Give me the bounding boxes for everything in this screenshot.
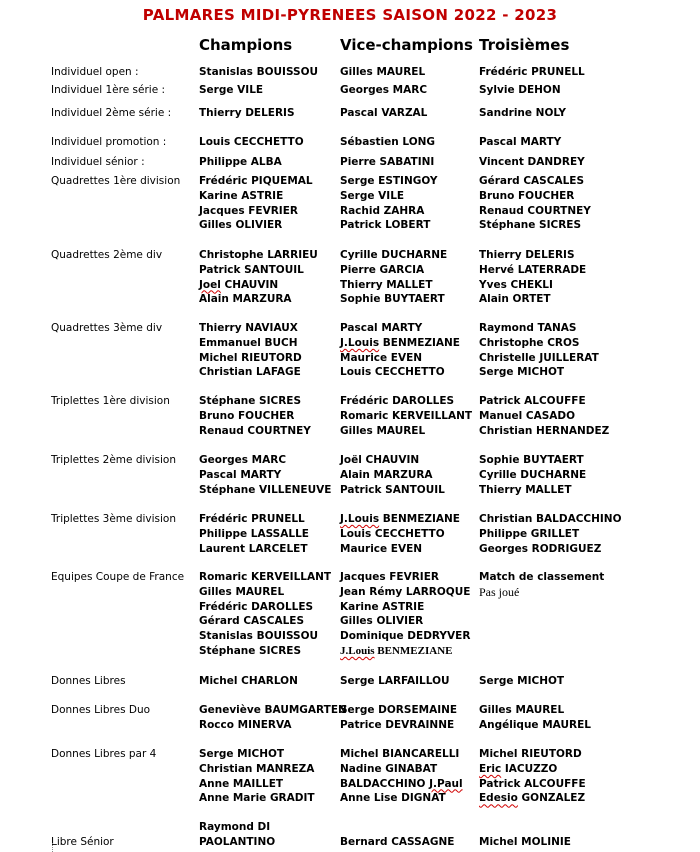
page-title: PALMARES MIDI-PYRENEES SAISON 2022 - 2023 (142, 6, 558, 24)
vice-champions-names (340, 248, 447, 307)
category-label: Individuel open : (51, 66, 139, 78)
player-name: Stanislas BOUISSOU (199, 630, 319, 643)
player-name: Thierry DELERIS (479, 249, 575, 261)
champions-names (199, 174, 313, 233)
champions-names (199, 83, 263, 98)
player-name: Rachid ZAHRA (340, 204, 425, 217)
champions-names (199, 155, 282, 170)
player-name: Maurice EVEN (340, 542, 423, 555)
player-name: J.Louis BENMEZIANE (340, 644, 453, 657)
category-label: Triplettes 3ème division (51, 513, 176, 525)
vice-champions-names (340, 453, 445, 497)
player-name: Stanislas BOUISSOU (199, 66, 319, 78)
player-name: Louis CECCHETTO (340, 366, 445, 379)
player-name: Pascal VARZAL (340, 107, 428, 119)
champions-names (199, 512, 309, 556)
player-name: Match de classement (479, 571, 605, 583)
champions-names (199, 248, 318, 307)
player-name: Patrick LOBERT (340, 219, 431, 232)
vice-champions-names (340, 106, 427, 121)
category-label: Individuel 1ère série : (51, 84, 166, 96)
champions-names (199, 65, 318, 80)
troisiemes-names (479, 155, 585, 170)
troisiemes-names (479, 321, 599, 380)
vice-champions-names (340, 135, 435, 150)
player-name: Patrick ALCOUFFE (479, 777, 586, 790)
player-name: Serge MICHOT (199, 748, 285, 760)
player-name: Bruno FOUCHER (199, 409, 295, 422)
player-name: Sylvie DEHON (479, 84, 561, 96)
player-name: Anne Marie GRADIT (199, 792, 315, 805)
player-name: Yves CHEKLI (479, 278, 553, 291)
vice-champions-names (340, 570, 470, 659)
player-name: Christophe LARRIEU (199, 249, 318, 261)
category-label: Individuel sénior : (51, 156, 145, 168)
player-name: Alain MARZURA (340, 468, 433, 481)
troisiemes-names (479, 703, 591, 733)
player-name: Michel MOLINIE (479, 835, 571, 848)
player-name: Stéphane VILLENEUVE (199, 483, 332, 496)
vice-champions-names (340, 512, 460, 556)
player-name: Gérard CASCALES (479, 175, 585, 187)
champions-names (199, 820, 275, 850)
player-name: Serge VILE (340, 189, 405, 202)
player-name: Patrick SANTOUIL (199, 263, 304, 276)
player-name: Romaric KERVEILLANT (199, 571, 332, 583)
player-name: Christian MANREZA (199, 762, 315, 775)
vice-champions-names (340, 703, 457, 733)
player-name: Anne Lise DIGNAT (340, 792, 446, 805)
player-name (479, 820, 571, 835)
player-name: Stéphane SICRES (199, 395, 302, 407)
troisiemes-names (479, 570, 604, 600)
player-name: Christian BALDACCHINO (479, 513, 622, 525)
player-name: Alain ORTET (479, 293, 551, 306)
player-name: Gérard CASCALES (199, 615, 305, 628)
player-name: J.Louis BENMEZIANE (340, 513, 460, 525)
player-name: Patrick ALCOUFFE (479, 395, 586, 407)
category-label: Donnes Libres (51, 675, 126, 687)
player-name: Pierre GARCIA (340, 263, 425, 276)
player-name: Thierry NAVIAUX (199, 322, 298, 334)
player-name: Serge DORSEMAINE (340, 704, 458, 716)
vice-champions-names (340, 65, 425, 80)
troisiemes-names (479, 135, 561, 150)
player-name: Maurice EVEN (340, 351, 423, 364)
player-name: Renaud COURTNEY (479, 204, 591, 217)
vice-champions-names (340, 820, 454, 850)
category-label: Libre Sénior (51, 836, 114, 848)
category-label: Quadrettes 3ème div (51, 322, 163, 334)
category-label: Triplettes 1ère division (51, 395, 170, 407)
player-name: Serge ESTINGOY (340, 175, 438, 187)
player-name: Serge LARFAILLOU (340, 675, 450, 687)
player-name: Frédéric PRUNELL (199, 513, 305, 525)
champions-names (199, 106, 295, 121)
player-name: Louis CECCHETTO (340, 527, 445, 540)
player-name: Romaric KERVEILLANT (340, 409, 473, 422)
category-label: Individuel 2ème série : (51, 107, 172, 119)
player-name: Michel RIEUTORD (199, 351, 302, 364)
troisiemes-names (479, 820, 571, 850)
player-name: PAOLANTINO (199, 835, 276, 848)
troisiemes-names (479, 248, 586, 307)
troisiemes-names (479, 394, 609, 438)
player-name: Patrick SANTOUIL (340, 483, 445, 496)
category-label: Quadrettes 1ère division (51, 175, 181, 187)
player-name: Geneviève BAUMGARTEN (199, 704, 347, 716)
player-name: Christian LAFAGE (199, 366, 301, 379)
player-name: Vincent DANDREY (479, 156, 585, 168)
vice-champions-names (340, 174, 438, 233)
vice-champions-names (340, 321, 460, 380)
player-name: Pascal MARTY (199, 468, 282, 481)
player-name: Michel BIANCARELLI (340, 748, 460, 760)
category-label: Donnes Libres Duo (51, 704, 151, 716)
player-name: Cyrille DUCHARNE (479, 468, 587, 481)
player-name: Raymond DI (199, 821, 271, 833)
player-name: Bruno FOUCHER (479, 189, 575, 202)
player-name: Thierry MALLET (479, 483, 572, 496)
player-name: Georges MARC (199, 454, 287, 466)
troisiemes-names (479, 512, 622, 556)
player-name: Serge MICHOT (479, 366, 565, 379)
category-label: Equipes Coupe de France (51, 571, 185, 583)
player-name: Joël CHAUVIN (340, 454, 420, 466)
champions-names (199, 703, 347, 733)
player-name: Sophie BUYTAERT (340, 293, 445, 306)
player-name: Pierre SABATINI (340, 156, 435, 168)
troisiemes-names (479, 747, 586, 806)
player-name: Anne MAILLET (199, 777, 284, 790)
player-name: Pascal MARTY (340, 322, 423, 334)
page-edge-marker (52, 843, 54, 852)
player-name: Michel CHARLON (199, 675, 298, 687)
troisiemes-names (479, 674, 564, 689)
player-name: Gilles OLIVIER (199, 219, 283, 232)
player-name: Karine ASTRIE (340, 600, 425, 613)
player-name: Edesio GONZALEZ (479, 792, 586, 805)
vice-champions-names (340, 747, 463, 806)
champions-names (199, 135, 304, 150)
player-name: Louis CECCHETTO (199, 136, 304, 148)
player-name: Jacques FEVRIER (199, 204, 298, 217)
troisiemes-names (479, 83, 561, 98)
player-name: Gilles MAUREL (340, 66, 426, 78)
vice-champions-names (340, 394, 472, 438)
player-name: Thierry DELERIS (199, 107, 295, 119)
player-name: Frédéric DAROLLES (340, 395, 455, 407)
player-name: Gilles MAUREL (199, 585, 285, 598)
player-name: Jean Rémy LARROQUE (340, 585, 471, 598)
header-vice-champions: Vice-champions (340, 36, 473, 54)
troisiemes-names (479, 453, 586, 497)
player-name: Gilles OLIVIER (340, 615, 424, 628)
player-name: Georges MARC (340, 84, 428, 96)
player-name: Renaud COURTNEY (199, 424, 311, 437)
player-name: Sébastien LONG (340, 136, 436, 148)
player-name: Michel RIEUTORD (479, 748, 582, 760)
champions-names (199, 570, 331, 659)
troisiemes-names (479, 106, 566, 121)
category-label: Individuel promotion : (51, 136, 167, 148)
player-name: Frédéric DAROLLES (199, 600, 314, 613)
troisiemes-names (479, 65, 585, 80)
player-name: Eric IACUZZO (479, 762, 558, 775)
player-name: Serge VILE (199, 84, 264, 96)
player-name: BALDACCHINO J.Paul (340, 777, 463, 790)
category-label: Quadrettes 2ème div (51, 249, 163, 261)
header-champions: Champions (199, 36, 293, 54)
player-name: Philippe ALBA (199, 156, 282, 168)
player-name: Sophie BUYTAERT (479, 454, 584, 466)
troisiemes-names (479, 174, 591, 233)
player-name: Cyrille DUCHARNE (340, 249, 448, 261)
player-name: Joel CHAUVIN (199, 278, 279, 291)
player-name: Sandrine NOLY (479, 107, 567, 119)
player-name: Jacques FEVRIER (340, 571, 439, 583)
champions-names (199, 674, 298, 689)
player-name: Christian HERNANDEZ (479, 424, 610, 437)
champions-names (199, 321, 302, 380)
player-name: Christelle JUILLERAT (479, 351, 599, 364)
player-name: Serge MICHOT (479, 675, 565, 687)
player-name: Christophe CROS (479, 336, 580, 349)
vice-champions-names (340, 155, 434, 170)
player-name: Patrice DEVRAINNE (340, 718, 455, 731)
category-label: Donnes Libres par 4 (51, 748, 157, 760)
player-name: Raymond TANAS (479, 322, 577, 334)
player-name: Pas joué (479, 584, 520, 599)
player-name: Manuel CASADO (479, 409, 576, 422)
player-name: Pascal MARTY (479, 136, 562, 148)
player-name: J.Louis BENMEZIANE (340, 336, 460, 349)
player-name: Rocco MINERVA (199, 718, 292, 731)
vice-champions-names (340, 674, 450, 689)
champions-names (199, 453, 331, 497)
vice-champions-names (340, 83, 427, 98)
player-name: Stéphane SICRES (479, 219, 582, 232)
player-name: Georges RODRIGUEZ (479, 542, 602, 555)
player-name: Emmanuel BUCH (199, 336, 298, 349)
champions-names (199, 394, 311, 438)
player-name: Karine ASTRIE (199, 189, 284, 202)
player-name: Bernard CASSAGNE (340, 835, 455, 848)
player-name: Gilles MAUREL (479, 704, 565, 716)
player-name: Hervé LATERRADE (479, 263, 587, 276)
header-troisiemes: Troisièmes (479, 36, 570, 54)
player-name: Nadine GINABAT (340, 762, 438, 775)
player-name: Stéphane SICRES (199, 644, 302, 657)
player-name: Philippe GRILLET (479, 527, 580, 540)
player-name: Angélique MAUREL (479, 718, 591, 731)
player-name: Thierry MALLET (340, 278, 433, 291)
player-name: Alain MARZURA (199, 293, 292, 306)
player-name (340, 820, 454, 835)
player-name: Gilles MAUREL (340, 424, 426, 437)
player-name: Philippe LASSALLE (199, 527, 309, 540)
player-name: Laurent LARCELET (199, 542, 308, 555)
champions-names (199, 747, 315, 806)
category-label: Triplettes 2ème division (51, 454, 176, 466)
player-name: Dominique DEDRYVER (340, 630, 471, 643)
player-name: Frédéric PIQUEMAL (199, 175, 313, 187)
player-name: Frédéric PRUNELL (479, 66, 585, 78)
